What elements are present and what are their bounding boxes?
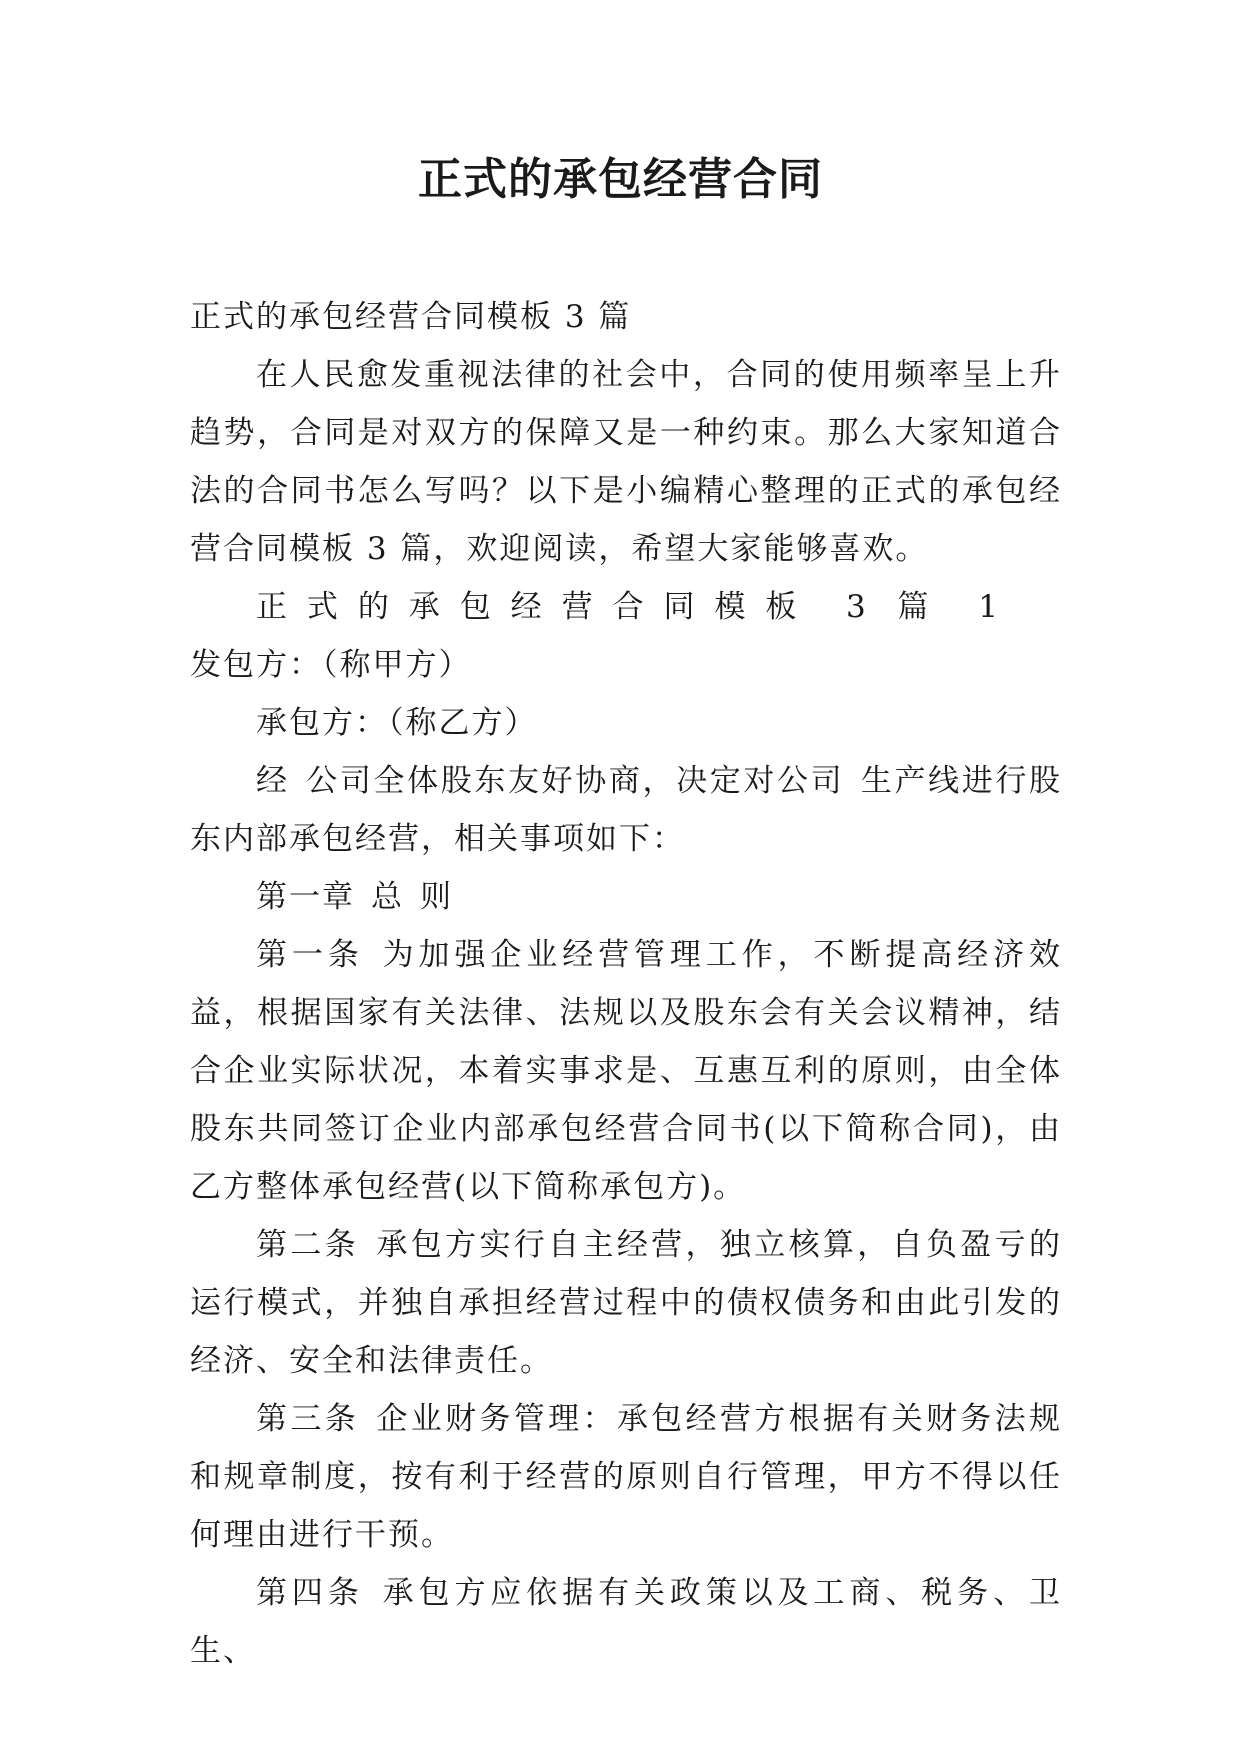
article-1-label: 第一条 [256, 937, 364, 973]
template-heading: 正式的承包经营合同模板 3 篇 1 [256, 589, 1000, 625]
article-4-text: 承包方应依据有关政策以及工商、税务、卫生、 [190, 1575, 1063, 1669]
document-body [190, 288, 1062, 1680]
article-1 [190, 926, 1062, 1216]
chapter-number: 第一章 [256, 879, 355, 915]
intro-paragraph: 在人民愈发重视法律的社会中，合同的使用频率呈上升趋势，合同是对双方的保障又是一种约束。那么大家知道合法的合同书怎么写吗？以下是小编精心整理的正式的承包经营合同模板 3 篇，欢迎阅读，希望大家能够喜欢。 [190, 357, 1062, 567]
preamble-part-c: 生产线进行股东内部承包经营，相关事项如下： [190, 763, 1062, 857]
article-2 [190, 1216, 1062, 1390]
article-2-label: 第二条 [256, 1227, 360, 1263]
article-4 [190, 1564, 1062, 1680]
party-b: 承包方：（称乙方） [256, 705, 538, 741]
template-heading-line [190, 578, 1062, 694]
document-subtitle: 正式的承包经营合同模板 3 篇 [190, 299, 632, 335]
party-a: 发包方：（称甲方） [190, 647, 472, 683]
article-3 [190, 1390, 1062, 1564]
preamble-paragraph [190, 752, 1062, 868]
article-4-label: 第四条 [256, 1575, 364, 1611]
chapter-name-a: 总 [371, 879, 404, 915]
article-1-text: 为加强企业经营管理工作，不断提高经济效益，根据国家有关法律、法规以及股东会有关会议精神，结合企业实际状况，本着实事求是、互惠互利的原则，由全体股东共同签订企业内部承包经营合同书(以下简称合同)，由乙方整体承包经营(以下简称承包方)。 [190, 937, 1063, 1205]
article-3-label: 第三条 [256, 1401, 360, 1437]
preamble-part-a: 经 [256, 763, 290, 799]
preamble-part-b: 公司全体股东友好协商，决定对公司 [305, 763, 845, 799]
chapter-name-b: 则 [420, 879, 453, 915]
article-3-text: 企业财务管理：承包经营方根据有关财务法规和规章制度，按有利于经营的原则自行管理，甲方不得以任何理由进行干预。 [190, 1401, 1063, 1553]
article-2-text: 承包方实行自主经营，独立核算，自负盈亏的运行模式，并独自承担经营过程中的债权债务和由此引发的经济、安全和法律责任。 [190, 1227, 1063, 1379]
document-title: 正式的承包经营合同 [418, 154, 823, 205]
chapter-heading [190, 868, 1062, 926]
